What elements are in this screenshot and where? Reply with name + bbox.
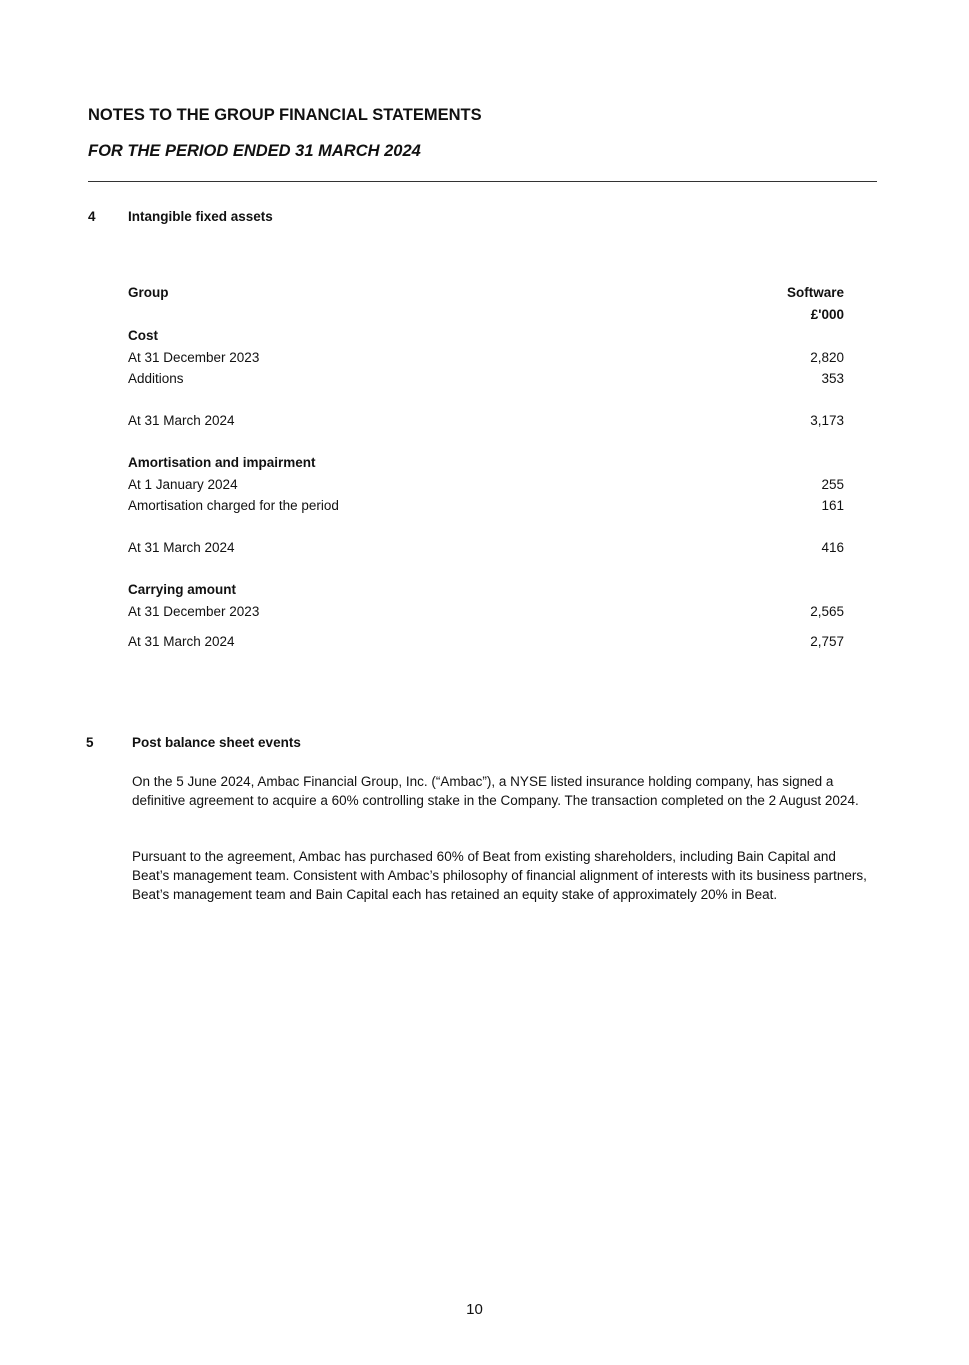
row-label: At 31 March 2024 [128,634,235,649]
section-heading-cost: Cost [128,328,158,343]
note-4-heading: Intangible fixed assets [128,209,273,224]
row-value: 2,565 [810,604,844,619]
note-4-number: 4 [88,209,96,224]
row-value: 3,173 [810,413,844,428]
paragraph: On the 5 June 2024, Ambac Financial Group, Inc. (“Ambac”), a NYSE listed insurance holding company, has signed a definitive agreement to acquire a 60% controlling stake in the Company. The transaction completed on the 2 August 2024. [132,774,859,808]
row-value: 255 [821,477,844,492]
row-label: Amortisation charged for the period [128,498,339,513]
column-header-software: Software [786,285,844,300]
section-heading-amortisation: Amortisation and impairment [128,455,316,470]
table-group-label: Group [128,285,169,300]
column-header-unit: £'000 [810,307,844,322]
row-value: 416 [821,540,844,555]
row-value: 2,820 [810,350,844,365]
row-label: At 31 March 2024 [128,540,235,555]
row-value: 161 [821,498,844,513]
row-label: At 31 December 2023 [128,350,260,365]
row-value: 353 [821,371,844,386]
page-number: 10 [466,1301,483,1318]
row-label: At 1 January 2024 [128,477,238,492]
row-label: At 31 December 2023 [128,604,260,619]
paragraph: Pursuant to the agreement, Ambac has purchased 60% of Beat from existing shareholders, including Bain Capital and Beat’s management team. Consistent with Ambac’s philosophy of financial alignment of interests with its business partners, Beat’s management team and Bain Capital each has retained an equity stake of approximately 20% in Beat. [132,849,867,902]
page-subtitle: FOR THE PERIOD ENDED 31 MARCH 2024 [88,142,421,160]
note-5-number: 5 [86,735,94,750]
row-label: At 31 March 2024 [128,413,235,428]
note-5-heading: Post balance sheet events [132,735,301,750]
row-label: Additions [128,371,184,386]
section-heading-carrying-amount: Carrying amount [128,582,237,597]
header-divider [88,181,877,182]
page-title: NOTES TO THE GROUP FINANCIAL STATEMENTS [88,106,482,124]
row-value: 2,757 [810,634,844,649]
